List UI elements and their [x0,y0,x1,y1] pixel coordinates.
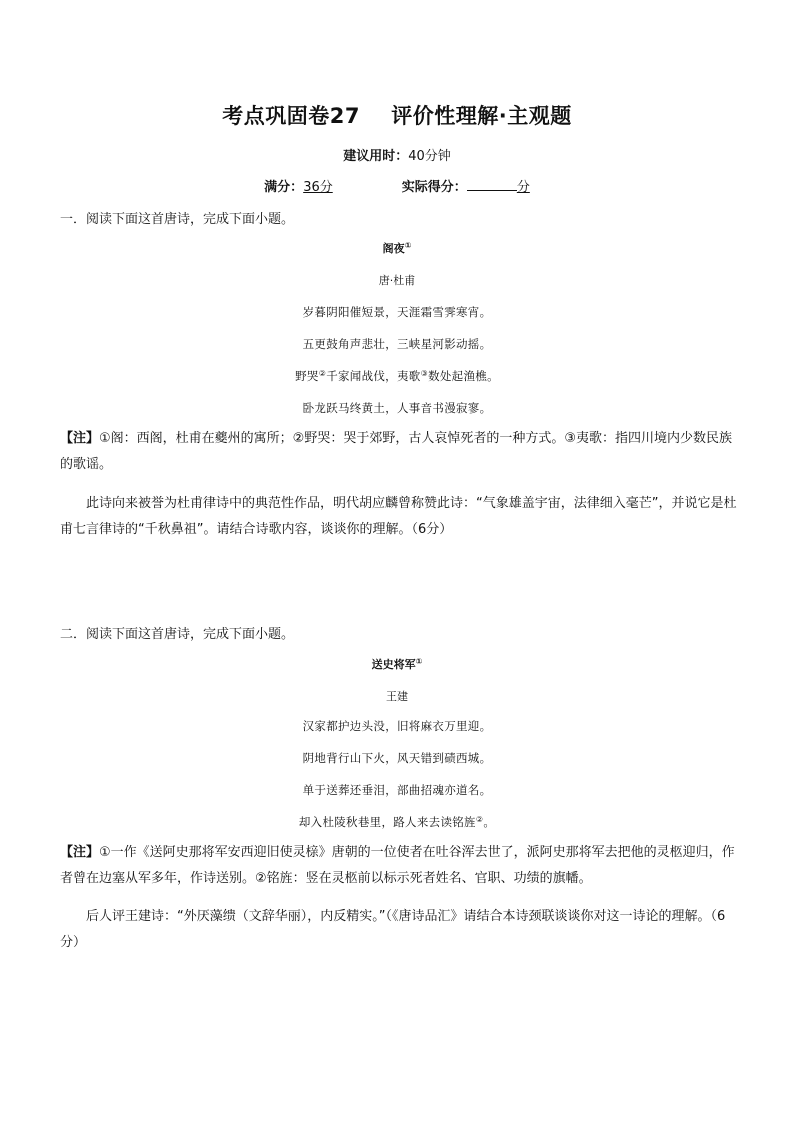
poem-2-line: 汉家都护边头没，旧将麻衣万里迎。 [302,719,492,733]
actual-score-blank[interactable] [467,178,517,191]
poem-1-author: 唐·杜甫 [378,274,416,287]
note-text: ①一作《送阿史那将军安西迎旧使灵榇》唐朝的一位使者在吐谷浑去世了，派阿史那将军去把他的灵柩迎归，作者曾在边塞从军多年，作诗送别。②铭旌：竖在灵柩前以标示死者姓名、官职、功绩的旗幡。 [60,845,735,886]
time-value: 40分钟 [408,149,451,164]
question-2-prompt: 后人评王建诗：“外厌藻缋（文辞华丽），内反精实。”（《唐诗品汇》请结合本诗颈联谈谈你对这一诗论的理解。（6分） [60,909,726,950]
poem-1-line: 野哭②千家闻战伐，夷歌③数处起渔樵。 [295,369,499,383]
poem-2-author: 王建 [386,690,408,703]
suggested-time [0,145,794,164]
poem-1-line: 五更鼓角声悲壮，三峡星河影动摇。 [302,337,492,351]
footnote-mark: ① [415,657,423,666]
footnote-mark: ① [404,241,412,250]
poem-1-line: 卧龙跃马终黄土，人事音书漫寂寥。 [302,401,492,415]
actual-score-unit: 分 [516,180,530,195]
page-title: 考点巩固卷27 评价性理解·主观题 [222,104,572,128]
actual-score-label: 实际得分： [401,180,467,195]
poem-1-line: 岁暮阴阳催短景，天涯霜雪霁寒宵。 [302,305,492,319]
footnote-mark: ② [318,369,327,378]
poem-2-line: 阴地背行山下火，风天错到碛西城。 [302,751,492,765]
score-line [0,176,794,195]
footnote-mark: ③ [420,369,429,378]
full-score-value: 36分 [303,180,333,195]
poem-1-title: 阁夜① [382,241,412,255]
poem-2-line: 单于送葬还垂泪，部曲招魂亦道名。 [302,783,492,797]
poem-1-notes [60,426,740,478]
question-1-heading: 一．阅读下面这首唐诗，完成下面小题。 [60,212,295,227]
question-2-heading: 二．阅读下面这首唐诗，完成下面小题。 [60,627,295,642]
question-1-prompt: 此诗向来被誉为杜甫律诗中的典范性作品，明代胡应麟曾称赞此诗：“气象雄盖宇宙，法律细入毫芒”，并说它是杜甫七言律诗的“千秋鼻祖”。请结合诗歌内容，谈谈你的理解。（6分） [60,496,737,537]
time-label: 建议用时： [343,149,409,164]
note-label: 【注】 [60,845,100,860]
poem-2-title: 送史将军① [371,657,423,671]
footnote-mark: ② [475,815,484,824]
full-score-label: 满分： [264,180,304,195]
note-label: 【注】 [60,431,100,446]
note-text: ①阁：西阁，杜甫在夔州的寓所；②野哭：哭于郊野，古人哀悼死者的一种方式。③夷歌：指四川境内少数民族的歌谣。 [60,431,732,472]
poem-2-notes [60,840,740,892]
poem-2-line: 却入杜陵秋巷里，路人来去读铭旌②。 [298,815,496,829]
